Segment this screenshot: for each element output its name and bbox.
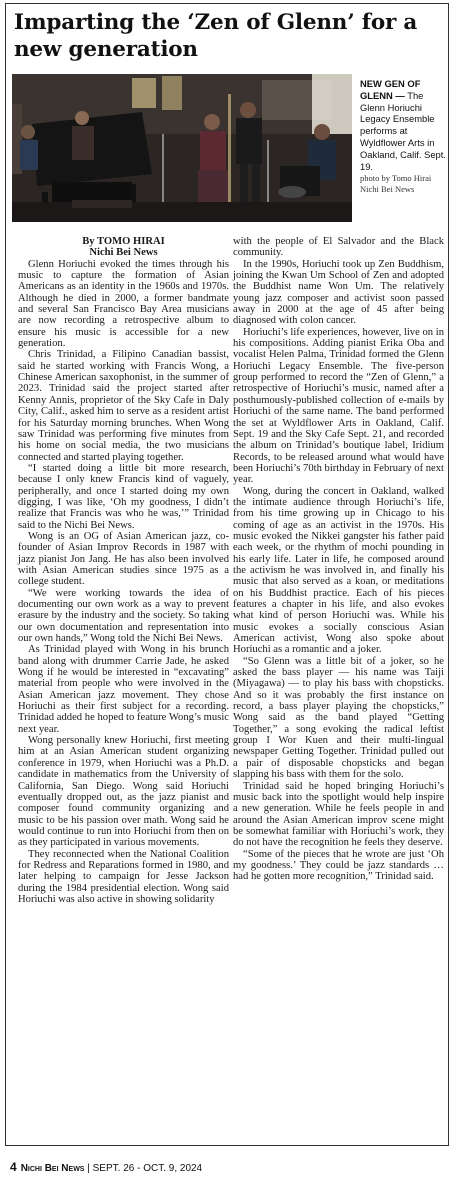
photo-credit: photo by Tomo Hirai Nichi Bei News [360,173,432,194]
byline-outlet: Nichi Bei News [89,247,158,259]
headline: Imparting the ‘Zen of Glenn’ for a new generation [14,10,418,62]
photo-caption [360,78,448,194]
paragraph: In the 1990s, Horiuchi took up Zen Buddhism, joining the Kwan Um School of Zen and adopted the Buddhist name Won Um. The relatively young jazz composer and activist soon passed away in 2000 at the age of 45 after being diagnosed with colon cancer. [233,258,444,327]
paragraph: As Trinidad played with Wong in his brunch band along with drummer Carrie Jade, he asked Wong if he would be interested in “excavating” material from people who were involved in the Asian American jazz movement. They chose Horiuchi as their first subject for a recording. Trinidad added he hoped to feature Wong’s music next year. [18,644,229,735]
paragraph: with the people of El Salvador and the Black community. [233,236,444,259]
paragraph: Wong is an OG of Asian American jazz, co-founder of Asian Improv Records in 1987 with jazz pianist Jon Jang. He has also been involved with Asian American studies since 1975 as a college student. [18,530,229,588]
paragraph: Wong personally knew Horiuchi, first meeting him at an Asian American student organizing conference in 1979, when Horiuchi was a Ph.D. candidate in mathematics from the University of California, San Diego. Wong said Horiuchi eventually dropped out, as the jazz pianist and composer found community organizing and music to be his passion over math. Wong said he would continue to run into Horiuchi from then on as they participated in various movements. [18,735,229,849]
paragraph: “I started doing a little bit more research, because I only knew Francis kind of vaguely, peripherally, and once I started doing my own digging, I was like, ‘Oh my goodness, I didn’t realize that Francis was who he was,’” Trinidad said to the Nichi Bei News. [18,462,229,531]
paragraph: “We were working towards the idea of documenting our own work as a way to prevent erasure by the industry and the society. So taking our own documentation and representation into our own hands,” Wong told the Nichi Bei News. [18,587,229,645]
caption-heading: NEW GEN OF GLENN — [360,78,421,101]
paragraph: Horiuchi’s life experiences, however, live on in his compositions. Adding pianist Erika Oba and vocalist Helen Palma, Trinidad formed the Glenn Horiuchi Legacy Ensemble. The five-person group performed to record the “Zen of Glenn,” a retrospective of Horiuchi’s music, named after a posthumously-published collection of e-mails by Horiuchi of the same name. The band performed the set at Wyldflower Arts in Oakland, Calif. Sept. 19 and the Sky Cafe Sept. 21, and recorded the album on Trinidad’s boutique label, Iridium Records, to be released around what would have been Horiuchi’s 70th birthday in February of next year. [233,326,444,486]
paragraph: Chris Trinidad, a Filipino Canadian bassist, said he started working with Francis Wong, a Chinese American saxophonist, in the summer of 2023. Trinidad said the project started after Kenny Annis, proprietor of the Sky Cafe in Daly City, Calif., asked him to serve as a resident artist for his Saturday morning brunches. When Wong saw Trinidad was performing five minutes from his home on social media, the two musicians connected and started playing together. [18,349,229,463]
paragraph: Wong, during the concert in Oakland, walked the intimate audience through Horiuchi’s life, from his time growing up in Chicago to his coming of age as an activist in the 1970s. His music evoked the Nikkei gangster his father paid each week, or the rhythm of mochi pounding in his early life. Later in life, he composed around the activism he was involved in, and finally his music that also served as a koan, or meditations on his Buddhist practice. Each of his pieces features a chapter in his life, and also evokes what kind of person Horiuchi was. While his music evokes a socially conscious Asian American activist, Wong also spoke about Horiuchi as a romantic and a joker. [233,485,444,656]
page-footer [10,1160,202,1174]
article-column-right [233,236,444,883]
paragraph: Trinidad said he hoped bringing Horiuchi’s music back into the spotlight would help inspire a new generation. While he feels people in and around the Asian American improv scene might be somewhat familiar with Horiuchi’s work, they do not have the recognition he feels they deserve. [233,780,444,849]
paragraph: They reconnected when the National Coalition for Redress and Reparations formed in 1980, and later helping to campaign for Jesse Jackson during the 1984 presidential election. Wong said Horiuchi was also active in showing solidarity [18,848,229,905]
caption-text: The Glenn Horiuchi Legacy Ensemble performs at Wyldflower Arts in Oakland, Calif. Sept. 19. [360,89,446,172]
concert-photo [12,74,352,222]
page-number: 4 [10,1160,17,1174]
issue-dates: | SEPT. 26 - OCT. 9, 2024 [87,1163,203,1174]
paragraph: “So Glenn was a little bit of a joker, so he asked the bass player — his name was Taiji (Miyagawa) — to play his bass with chopsticks. And so it was probably the first instance on record, a bass player playing the chopsticks,” Wong said as the band played “Getting Together,” a song evoking the radical leftist group I Wor Kuen and their multi-lingual newspaper Getting Together. Trinidad pulled out a pair of disposable chopsticks and began slapping his bass with them for the solo. [233,655,444,781]
article-column-left [18,236,229,905]
publication-name: Nichi Bei News [20,1163,85,1174]
paragraph: Glenn Horiuchi evoked the times through his music to capture the formation of Asian Americans as an identity in the 1960s and 1970s. Although he died in 2000, a former bandmate and several San Francisco Bay Area musicians are now recording a retrospective album to ensure his music is accessible for a new generation. [18,258,229,350]
paragraph: “Some of the pieces that he wrote are just ‘Oh my goodness.’ They could be jazz standards … had he gotten more recognition,” Trinidad said. [233,848,444,883]
byline-author: By TOMO HIRAI [82,236,165,247]
